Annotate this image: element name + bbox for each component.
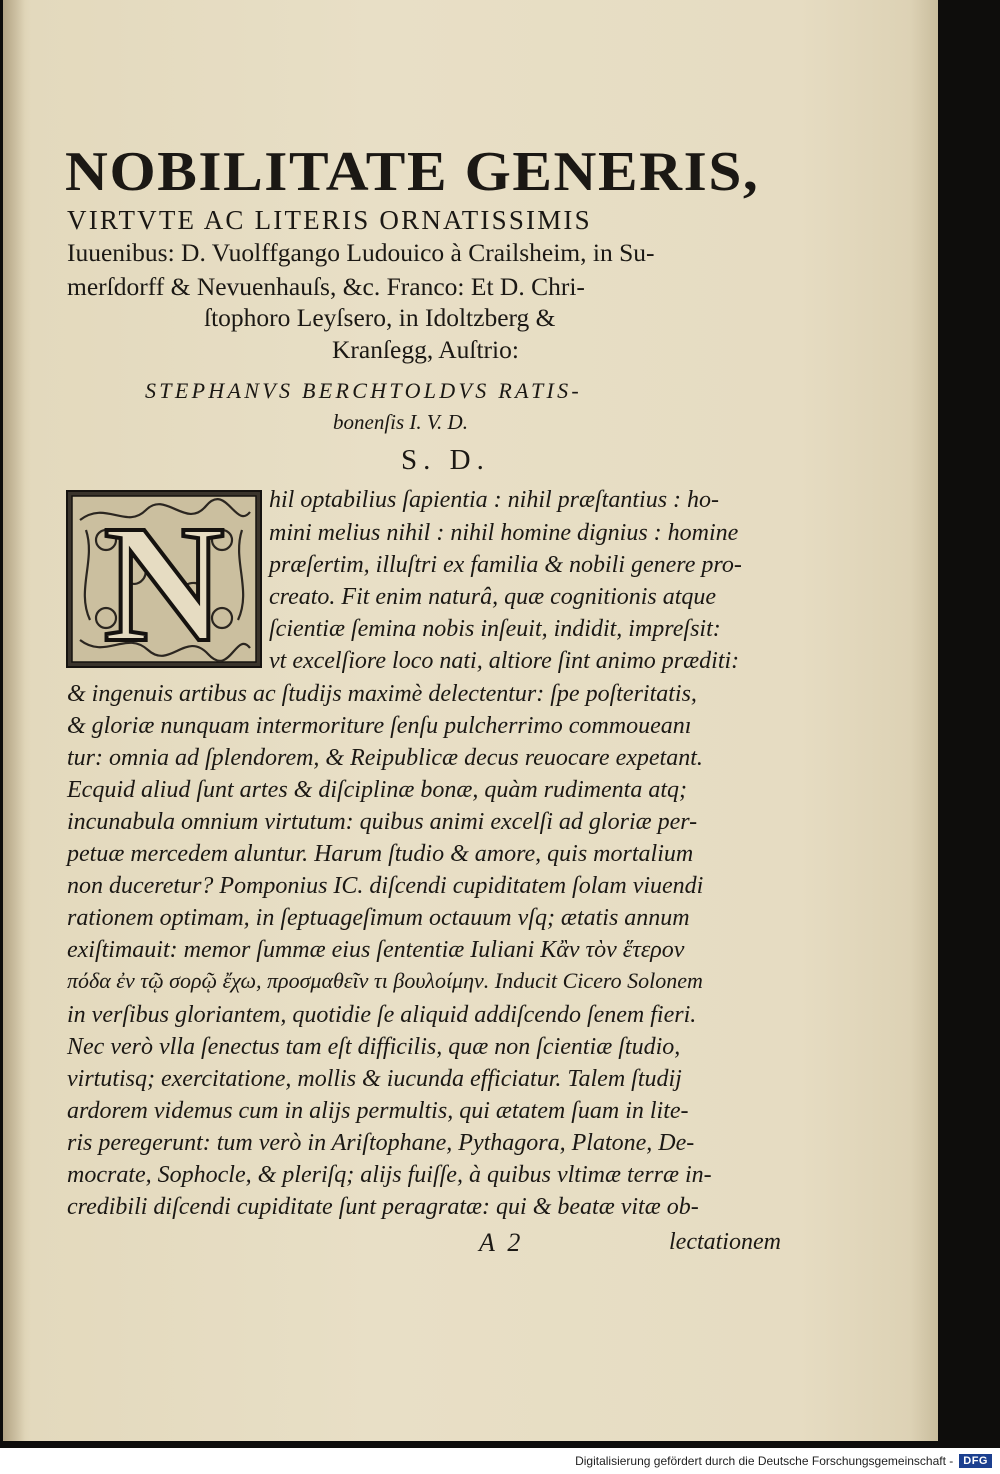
dedication-line: Iuuenibus: D. Vuolffgango Ludouico à Crailsheim, in Su- [67, 238, 655, 267]
body-line: exiſtimauit: memor ſummæ eius ſententiæ Iuliani Κἂν τὸν ἕτερον [67, 937, 685, 963]
title-line-2: VIRTVTE AC LITERIS ORNATISSIMIS [67, 205, 592, 235]
dfg-logo: DFG [959, 1454, 992, 1468]
body-line: ardorem videmus cum in alijs permultis, qui ætatem ſuam in lite- [67, 1098, 689, 1124]
body-line: ſcientiæ ſemina nobis inſeuit, indidit, impreſsit: [269, 616, 721, 642]
decorated-initial [66, 490, 262, 668]
dedication-line: merſdorff & Nevuenhauſs, &c. Franco: Et D. Chri- [67, 272, 585, 301]
body-line: rationem optimam, in ſeptuageſimum octauum vſq; ætatis annum [67, 905, 690, 931]
body-line: mini melius nihil : nihil homine dignius : homine [269, 520, 739, 546]
book-page [3, 0, 938, 1441]
body-line: Nec verò vlla ſenectus tam eſt difficilis, quæ non ſcientiæ ſtudio, [67, 1034, 681, 1060]
title-line-1: NOBILITATE GENERIS, [65, 141, 760, 203]
dedication-line: Kranſegg, Auſtrio: [332, 335, 519, 364]
salutation: S. D. [401, 444, 490, 476]
body-line: creato. Fit enim naturâ, quæ cognitionis atque [269, 584, 717, 610]
body-line: hil optabilius ſapientia : nihil præſtantius : ho- [269, 487, 720, 513]
dedication-line: ſtophoro Leyſsero, in Idoltzberg & [204, 303, 556, 332]
initial-letter: N [103, 491, 225, 668]
body-line: credibili diſcendi cupiditate ſunt peragratæ: qui & beatæ vitæ ob- [67, 1194, 699, 1220]
author-line-2: bonenſis I. V. D. [333, 410, 468, 434]
body-line: mocrate, Sophocle, & pleriſq; alijs fuiſſe, à quibus vltimæ terræ in- [67, 1162, 712, 1188]
body-line: in verſibus gloriantem, quotidie ſe aliquid addiſcendo ſenem fieri. [67, 1002, 697, 1028]
body-line: incunabula omnium virtutum: quibus animi excelſi ad gloriæ per- [67, 809, 698, 835]
signature-mark: A 2 [479, 1228, 521, 1257]
credit-text: Digitalisierung gefördert durch die Deutsche Forschungsgemeinschaft - [575, 1454, 954, 1468]
author-line-1: STEPHANVS BERCHTOLDVS RATIS- [145, 378, 583, 403]
body-line: & ingenuis artibus ac ſtudijs maximè delectentur: ſpe poſteritatis, [67, 681, 697, 707]
body-line: tur: omnia ad ſplendorem, & Reipublicæ decus reuocare expetant. [67, 745, 703, 771]
body-line: πόδα ἐν τῷ σορῷ ἔχω, προσμαθεῖν τι βουλοίμην. Inducit Cicero Solonem [67, 968, 703, 993]
body-line: vt excelſiore loco nati, altiore ſint animo præditi: [269, 648, 740, 674]
body-line: virtutisq; exercitatione, mollis & iucunda efficiatur. Talem ſtudij [67, 1066, 682, 1092]
body-line: præſertim, illuſtri ex familia & nobili genere pro- [269, 552, 742, 578]
body-line: & gloriæ nunquam intermoriture ſenſu pulcherrimo commoueanı [67, 713, 692, 739]
body-line: non duceretur? Pomponius IC. diſcendi cupiditatem ſolam viuendi [67, 873, 704, 899]
body-line: ris peregerunt: tum verò in Ariſtophane, Pythagora, Platone, De- [67, 1130, 695, 1156]
body-line: Ecquid aliud ſunt artes & diſciplinæ bonæ, quàm rudimenta atq; [67, 777, 687, 803]
catchword: lectationem [669, 1229, 781, 1255]
body-line: petuæ mercedem aluntur. Harum ſtudio & amore, quis mortalium [67, 841, 694, 867]
digitization-credit [575, 1452, 992, 1470]
